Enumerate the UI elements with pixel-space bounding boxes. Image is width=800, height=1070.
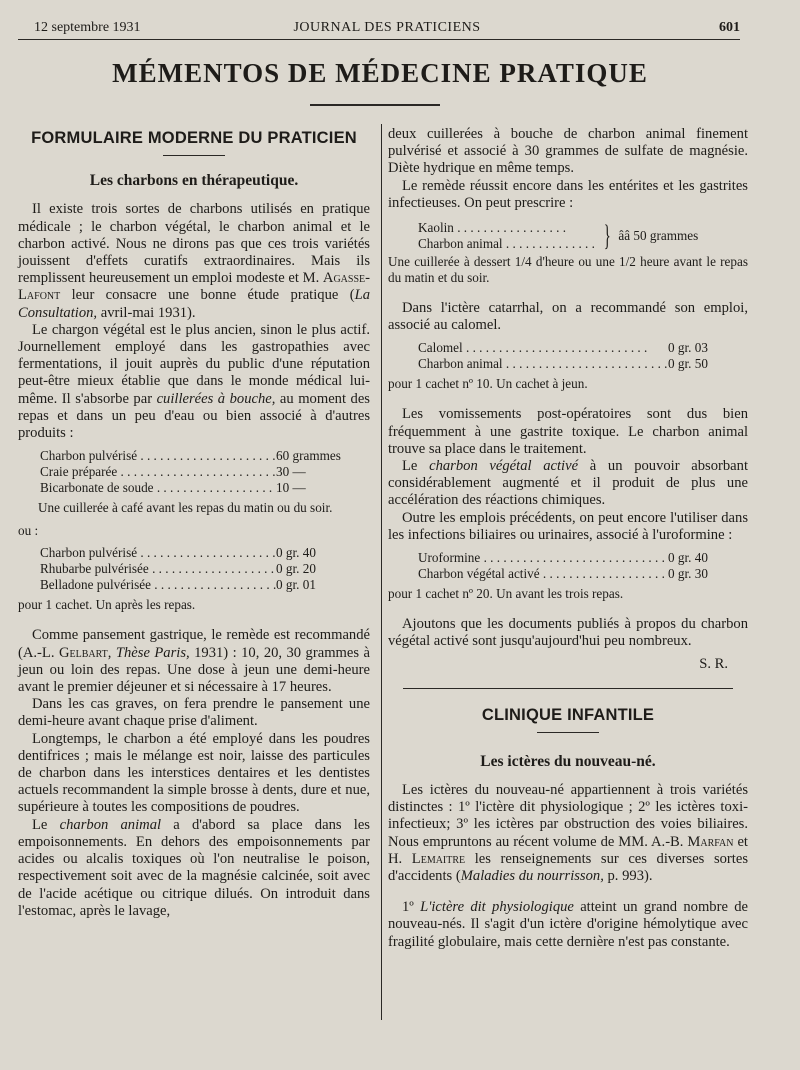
prescription-note: pour 1 cachet nº 20. Un avant les trois repas. (388, 586, 624, 602)
section-title: CLINIQUE INFANTILE (481, 705, 655, 724)
prescription-list (18, 448, 370, 496)
paragraph: Comme pansement gastrique, le remède est recommandé (A.-L. Gelbart, Thèse Paris, 1931) : 10, 20, 30 grammes à jeun ou loin des repas. Une dose à jeun une demi-heure avant le premier déjeuner et si nécessaire à 17 heures. (18, 627, 370, 696)
author-signature: S. R. (699, 656, 728, 673)
prescription-line: Belladone pulvérisée . . . 0 gr. 01 (18, 577, 370, 593)
prescription-note: pour 1 cachet. Un après les repas. (18, 597, 196, 613)
prescription-line: Charbon pulvérisé . . . 0 gr. 40 (18, 545, 370, 561)
section-separator (403, 688, 733, 689)
prescription-list (388, 220, 748, 252)
section-rule (163, 155, 225, 156)
paragraph: Les vomissements post-opératoires sont dus bien fréquemment à une gastrite toxique. Le charbon animal trouve sa place dans le traitement. (388, 406, 748, 457)
prescription-line: Charbon animal . . . (418, 236, 598, 252)
left-column (18, 126, 370, 920)
paragraph: Le charbon animal a d'abord sa place dans les empoisonnements. En dehors des empoisonnements par acides ou alcalis toxiques où l'on neutralise le poison, respectivement soit avec de la magnésie calcinée, soit avec de l'acide acétique ou citrique dilués. On introduit dans l'estomac, après le lavage, (18, 816, 370, 919)
paragraph: Outre les emplois précédents, on peut encore l'utiliser dans les infections biliaires ou urinaires, associé à l'uroformine : (388, 509, 748, 543)
paragraph: Longtemps, le charbon a été employé dans les poudres dentifrices ; mais le mélange est noir, laisse des particules de charbon dans les interstices dentaires et les dentistes actuels recommandent la simple brosse à dents, dure et nue, supérieure à toutes les compositions de poudres. (18, 730, 370, 816)
paragraph: Les ictères du nouveau-né appartiennent à trois variétés distinctes : 1º l'ictère dit physiologique ; 2º les ictères toxi-infectieux; 3º les ictères par obstruction des voies biliaires. Nous empruntons au récent volume de MM. A.-B. Marfan et H. Lemaitre les renseignements sur ces diverses sortes d'accidents (Maladies du nourrisson, p. 993). (388, 782, 748, 885)
prescription-line: Bicarbonate de soude . . . 10 — (18, 480, 370, 496)
prescription-line: Uroformine . . . 0 gr. 40 (388, 550, 748, 566)
prescription-list (18, 545, 370, 593)
title-rule (310, 104, 440, 106)
prescription-list (388, 340, 748, 372)
paragraph: Le charbon végétal activé à un pouvoir absorbant considérablement augmenté et il produit de plus une accélération des réactions chimiques. (388, 458, 749, 509)
header-rule (18, 39, 740, 40)
journal-name: JOURNAL DES PRATICIENS (293, 20, 481, 35)
article-subtitle: Les ictères du nouveau-né. (480, 752, 656, 770)
page-title: MÉMENTOS DE MÉDECINE PRATIQUE (112, 58, 648, 88)
prescription-note: Une cuillerée à café avant les repas du matin ou du soir. (38, 500, 333, 516)
prescription-dose: ââ 50 grammes (618, 228, 699, 244)
prescription-line: Charbon végétal activé . . . 0 gr. 30 (388, 566, 748, 582)
right-column (388, 126, 748, 951)
paragraph: Dans l'ictère catarrhal, on a recommandé son emploi, associé au calomel. (388, 300, 748, 334)
prescription-list (388, 550, 748, 582)
column-divider (381, 124, 382, 1020)
prescription-line: Rhubarbe pulvérisée . . . 0 gr. 20 (18, 561, 370, 577)
prescription-line: Craie préparée . . . 30 — (18, 464, 370, 480)
paragraph: Ajoutons que les documents publiés à propos du charbon végétal activé sont jusqu'aujourd'hui peu nombreux. (388, 616, 748, 650)
page-number: 601 (719, 20, 740, 35)
paragraph: Dans les cas graves, on fera prendre le pansement une demi-heure avant chaque prise d'aliment. (18, 696, 370, 730)
paragraph: 1º L'ictère dit physiologique atteint un grand nombre de nouveau-nés. Il s'agit d'un ictère d'origine hémolytique avec fragilité globulaire, mais cette dernière n'est pas constante. (388, 899, 748, 950)
page-header (34, 14, 740, 40)
section-title: FORMULAIRE MODERNE DU PRATICIEN (31, 129, 357, 147)
paragraph: Le remède réussit encore dans les entérites et les gastrites infectieuses. On peut prescrire : (388, 177, 748, 211)
alternative-label: ou : (18, 523, 39, 539)
prescription-line: Calomel . . . 0 gr. 03 (388, 340, 748, 356)
paragraph: Le chargon végétal est le plus ancien, sinon le plus actif. Journellement employé dans les gastropathies avec fermentations, il jouit auprès du public d'une réputation peut-être mieux établie que dans le monde médical lui-même. Il s'absorbe par cuillerées à bouche, au moment des repas et dans un peu d'eau ou bien associé à d'autres produits : (18, 321, 370, 442)
paragraph: Il existe trois sortes de charbons utilisés en pratique médicale ; le charbon végétal, le charbon animal et le charbon activé. Nous ne dirons pas que ces trois variétés jouissent d'effets curatifs extraordinaires. Mais ils remplissent heureusement un emploi modeste et M. Agasse-Lafont leur consacre une bonne étude pratique (La Consultation, avril-mai 1931). (18, 201, 370, 321)
section-rule (537, 732, 599, 733)
prescription-line: Charbon pulvérisé . . . 60 grammes (18, 448, 370, 464)
prescription-note: Une cuillerée à dessert 1/4 d'heure ou une 1/2 heure avant le repas du matin et du soir. (388, 254, 748, 286)
prescription-line: Kaolin . . . (418, 220, 598, 236)
prescription-note: pour 1 cachet nº 10. Un cachet à jeun. (388, 376, 588, 392)
issue-date: 12 septembre 1931 (34, 20, 141, 35)
brace-icon: } (603, 219, 611, 253)
article-subtitle: Les charbons en thérapeutique. (89, 172, 299, 190)
prescription-line: Charbon animal . . . 0 gr. 50 (388, 356, 748, 372)
paragraph: deux cuillerées à bouche de charbon animal finement pulvérisé et associé à 30 grammes de sulfate de magnésie. Diète hydrique en même temps. (388, 126, 748, 177)
